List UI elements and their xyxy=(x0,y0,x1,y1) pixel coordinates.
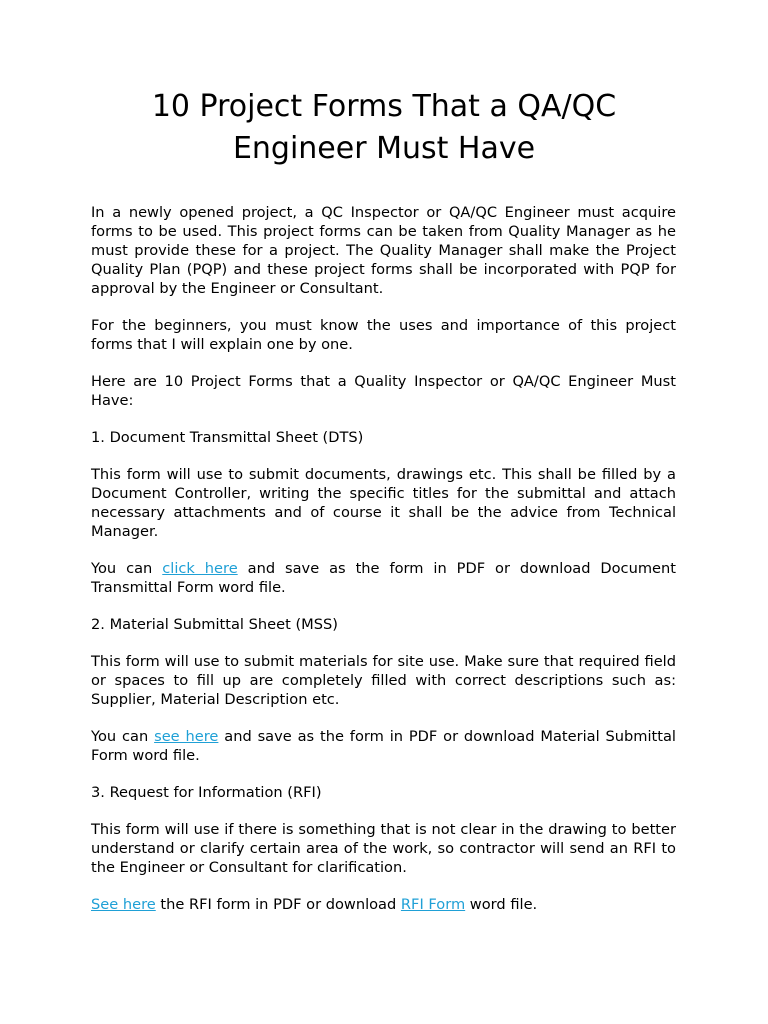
document-body xyxy=(91,203,676,932)
link-lead-text: You can xyxy=(91,560,163,577)
page-title xyxy=(60,86,708,170)
intro-paragraph-2: For the beginners, you must know the uses and importance of this project forms that I will explain one by one. xyxy=(91,317,676,353)
link-trail-text: and save as the form in PDF or download Material Submittal Form word file. xyxy=(91,728,676,764)
intro-paragraph-3: Here are 10 Project Forms that a Quality Inspector or QA/QC Engineer Must Have: xyxy=(91,373,676,409)
see-here-rfi-link[interactable]: See here xyxy=(91,896,156,913)
section-description-dts: This form will use to submit documents, drawings etc. This shall be filled by a Document Controller, writing the specific titles for the submittal and attach necessary attachments and of course it shall be the advice from Technical Manager. xyxy=(91,466,676,540)
rfi-form-link[interactable]: RFI Form xyxy=(400,896,466,913)
link-trail-text: and save as the form in PDF or download Document Transmittal Form word file. xyxy=(91,560,676,596)
section-description-rfi: This form will use if there is something that is not clear in the drawing to better understand or clarify certain area of the work, so contractor will send an RFI to the Engineer or Consultant for clarification. xyxy=(91,821,676,876)
link-trail-text: word file. xyxy=(465,896,538,913)
intro-paragraph-1: In a newly opened project, a QC Inspector or QA/QC Engineer must acquire forms to be used. This project forms can be taken from Quality Manager as he must provide these for a project. The Quality Manager shall make the Project Quality Plan (PQP) and these project forms shall be incorporated with PQP for approval by the Engineer or Consultant. xyxy=(91,204,676,297)
title-line-2: Engineer Must Have xyxy=(232,131,536,166)
section-heading-rfi: 3. Request for Information (RFI) xyxy=(91,784,322,801)
section-link-paragraph-rfi xyxy=(91,895,676,914)
click-here-link[interactable]: click here xyxy=(162,560,238,577)
see-here-link[interactable]: see here xyxy=(154,728,219,745)
section-link-paragraph-dts xyxy=(91,559,676,597)
section-description-mss: This form will use to submit materials for site use. Make sure that required field or spaces to fill up are completely filled with correct descriptions such as: Supplier, Material Description etc. xyxy=(91,653,676,708)
section-heading-mss: 2. Material Submittal Sheet (MSS) xyxy=(91,616,338,633)
link-middle-text: the RFI form in PDF or download xyxy=(155,896,401,913)
section-link-paragraph-mss xyxy=(91,727,676,765)
link-lead-text: You can xyxy=(91,728,155,745)
section-heading-dts: 1. Document Transmittal Sheet (DTS) xyxy=(91,429,364,446)
title-line-1: 10 Project Forms That a QA/QC xyxy=(151,89,617,124)
